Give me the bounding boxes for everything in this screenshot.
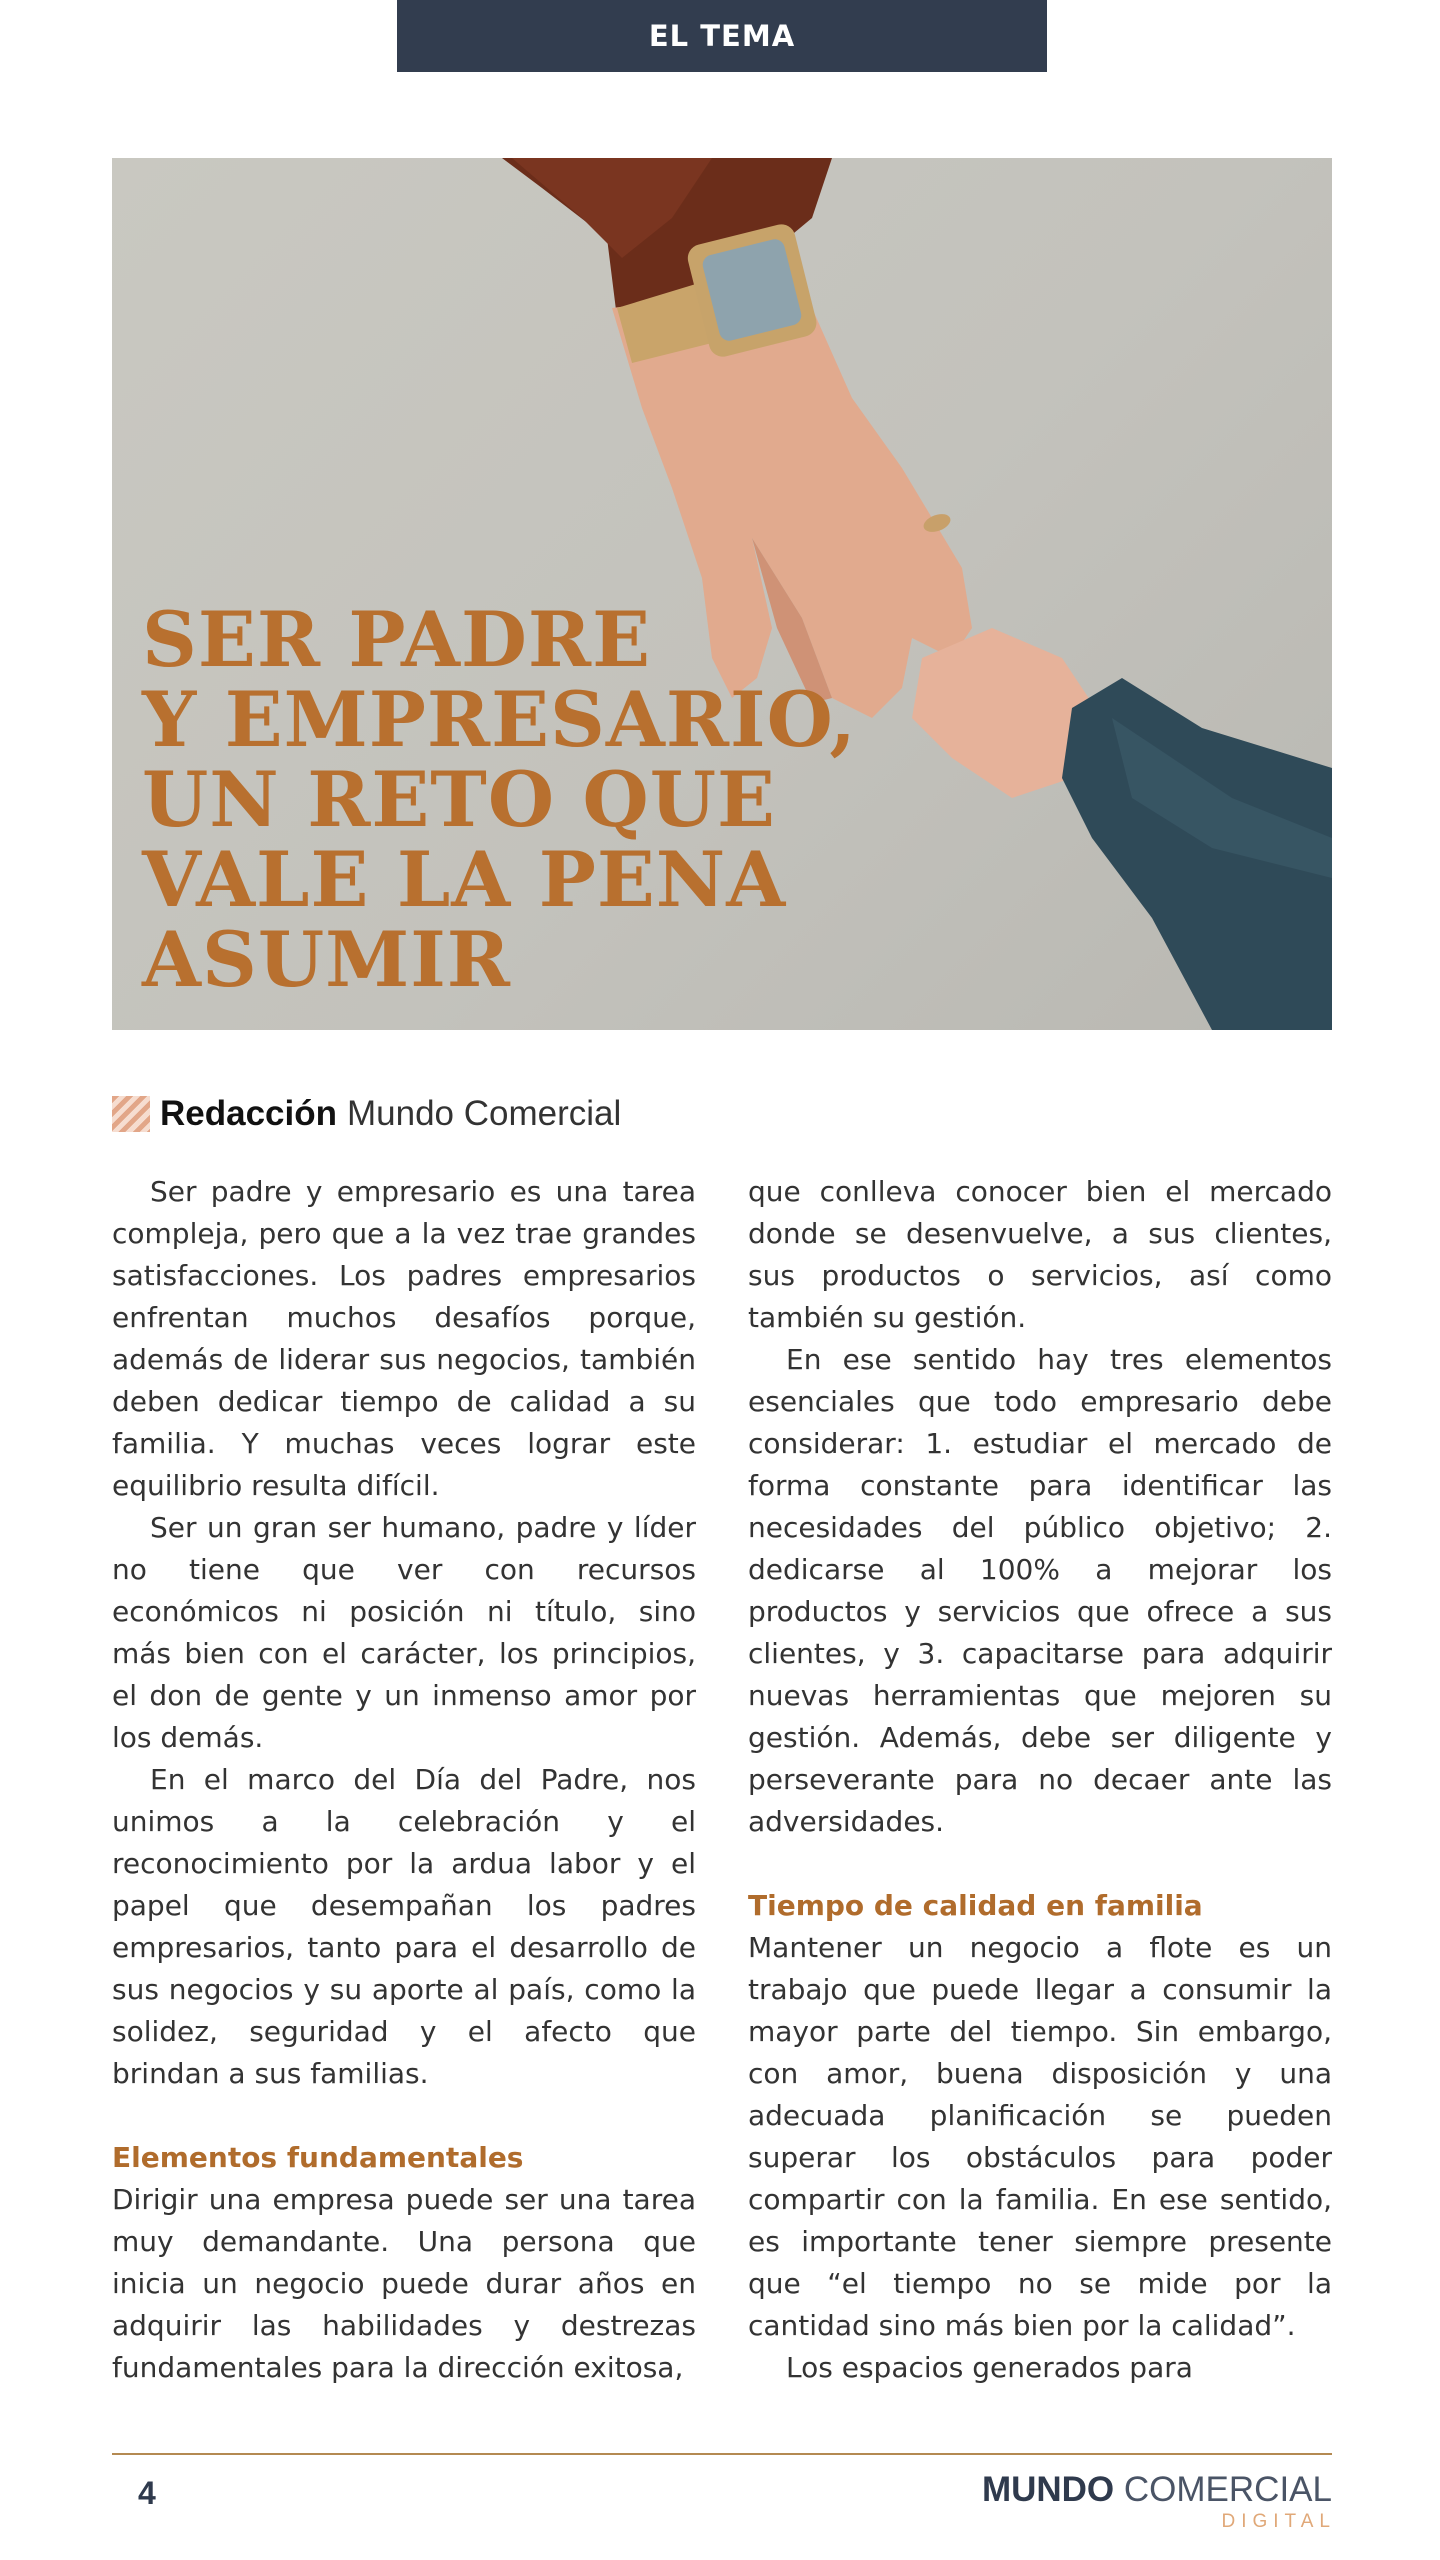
byline-publication: Mundo Comercial <box>347 1094 622 1133</box>
title-line: Y EMPRESARIO, <box>142 675 857 764</box>
hero-image <box>112 158 1332 1030</box>
title-line: UN RETO QUE <box>142 755 776 844</box>
section-heading: Elementos fundamentales <box>112 2141 524 2174</box>
title-line: SER PADRE <box>142 595 652 684</box>
paragraph: Los espacios generados para <box>786 2351 1193 2384</box>
paragraph: Ser padre y empresario es una tarea compleja, pero que a la vez trae grandes satisfacciones. Los padres empresarios enfrentan muchos desafíos porque, además de liderar sus negocios, también deben dedicar tiempo de calidad a su familia. Y muchas veces lograr este equilibrio resulta difícil. <box>112 1175 696 1502</box>
byline-author: Redacción <box>160 1094 337 1133</box>
section-heading: Tiempo de calidad en familia <box>748 1889 1203 1922</box>
paragraph: En el marco del Día del Padre, nos unimos a la celebración y el reconocimiento por la ardua labor y el papel que desempañan los padres empresarios, tanto para el desarrollo de sus negocios y su aporte al país, como la solidez, seguridad y el afecto que brindan a sus familias. <box>112 1763 696 2090</box>
title-line: ASUMIR <box>142 915 511 1004</box>
brand-light: COMERCIAL <box>1123 2470 1332 2509</box>
paragraph: Mantener un negocio a flote es un trabajo que puede llegar a consumir la mayor parte del tiempo. Sin embargo, con amor, buena disposición y una adecuada planificación se pueden superar los obstáculos para poder compartir con la familia. En ese sentido, es importante tener siempre presente que “el tiempo no se mide por la cantidad sino más bien por la calidad”. <box>748 1931 1332 2342</box>
article-column-right <box>748 1171 1332 2389</box>
paragraph: que conlleva conocer bien el mercado donde se desenvuelve, a sus clientes, sus productos o servicios, así como también su gestión. <box>748 1175 1332 1334</box>
title-line: VALE LA PENA <box>142 835 787 924</box>
byline <box>112 1090 621 1138</box>
paragraph: En ese sentido hay tres elementos esenciales que todo empresario debe considerar: 1. estudiar el mercado de forma constante para identificar las necesidades del público objetivo; 2. dedicarse al 100% a mejorar los productos y servicios que ofrece a sus clientes, y 3. capacitarse para adquirir nuevas herramientas que mejoren su gestión. Además, debe ser diligente y perseverante para no decaer ante las adversidades. <box>748 1343 1332 1838</box>
section-tab: EL TEMA <box>397 0 1047 72</box>
footer-logo <box>981 2470 1336 2534</box>
page-number: 4 <box>138 2475 156 2511</box>
brand-sub: DIGITAL <box>1221 2511 1336 2532</box>
brand-bold: MUNDO <box>981 2470 1115 2509</box>
paragraph: Ser un gran ser humano, padre y líder no tiene que ver con recursos económicos ni posición ni título, sino más bien con el carácter, los principios, el don de gente y un inmenso amor por los demás. <box>112 1511 696 1754</box>
paragraph: Dirigir una empresa puede ser una tarea muy demandante. Una persona que inicia un negocio puede durar años en adquirir las habilidades y destrezas fundamentales para la dirección exitosa, <box>112 2183 696 2384</box>
footer-divider <box>112 2453 1332 2455</box>
striped-square-icon <box>112 1096 150 1132</box>
article-title <box>142 595 857 1004</box>
article-column-left <box>112 1171 696 2389</box>
